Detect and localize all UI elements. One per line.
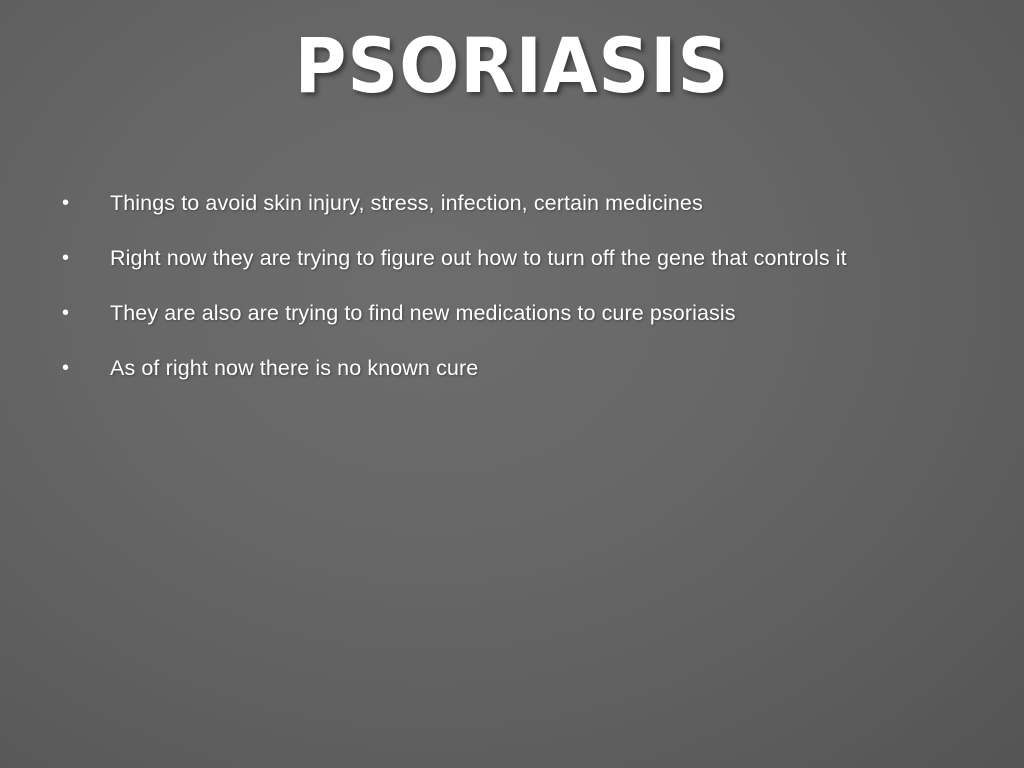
bullet-point-icon: •: [62, 301, 70, 324]
list-item: [62, 190, 982, 217]
list-item: [62, 245, 982, 272]
bullet-point-icon: •: [62, 192, 70, 214]
list-item: [62, 355, 982, 382]
list-item-text: Right now they are trying to figure out how to turn off the gene that controls it: [110, 245, 847, 270]
list-item: [62, 300, 982, 327]
bullet-point-icon: •: [62, 246, 70, 269]
bullet-point-icon: •: [62, 356, 70, 379]
page-title: PSORIASIS: [294, 21, 730, 110]
list-item-text: Things to avoid skin injury, stress, infection, certain medicines: [110, 191, 703, 215]
bullet-list: [62, 190, 982, 410]
list-item-text: They are also are trying to find new medications to cure psoriasis: [110, 300, 736, 325]
list-item-text: As of right now there is no known cure: [110, 355, 479, 380]
